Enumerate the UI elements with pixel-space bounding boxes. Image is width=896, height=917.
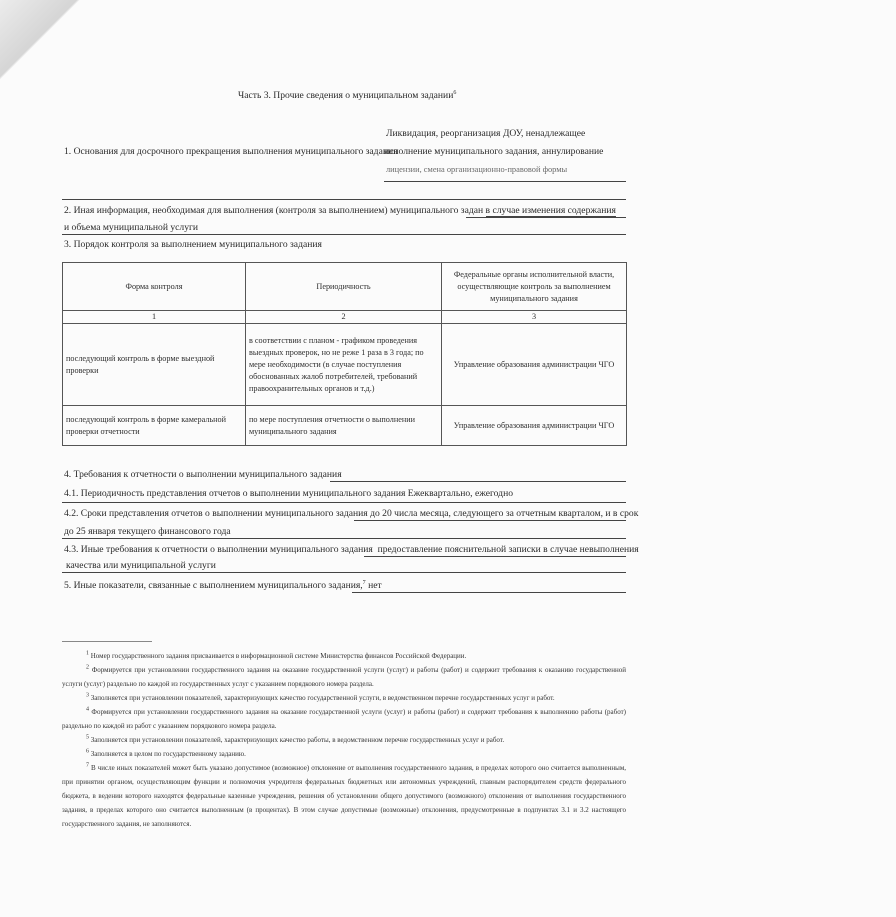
footnote-3: 3 Заполняется при установлении показателей, характеризующих качество государственной услуги, в ведомственном перечне государственных услуг и работ.: [86, 692, 555, 702]
table-row: [63, 406, 627, 446]
footnote-2: 2 Формируется при установлении государственного задания на оказание государственной услуги (услуг) и работы (работ) и содержит требования к оказанию государственной услуги (услуг) раздельно по каждой из государственных услуг с указанием порядкового номера раздела.: [62, 664, 627, 688]
item2-underline-2: [62, 234, 626, 235]
item43-underline-2: [62, 572, 626, 573]
header-org: Федеральные органы исполнительной власти, осуществляющие контроль за выполнением муниципального задания: [442, 263, 627, 311]
footnote-6: 6 Заполняется в целом по государственному заданию.: [86, 748, 246, 758]
item42-value-line2: до 25 января текущего финансового года: [64, 526, 231, 537]
item5-label: 5. Иные показатели, связанные с выполнением муниципального задания,$^7$ нет: [64, 579, 382, 591]
footnote-1: 1 Номер государственного задания присваивается в информационной системе Министерства финансов Российской Федерации.: [86, 650, 467, 660]
divider-1: [62, 199, 626, 200]
item42-underline-1: [354, 520, 626, 521]
row1-org: Управление образования администрации ЧГО: [442, 324, 627, 406]
item43-underline-1: [364, 556, 626, 557]
row2-period: по мере поступления отчетности о выполнении муниципального задания: [246, 406, 442, 446]
item1-underline: [384, 181, 626, 182]
item2-label: 2. Иная информация, необходимая для выполнения (контроля за выполнением) муниципального задан в случае изменения содержания: [64, 205, 616, 216]
item4-underline: [330, 481, 626, 482]
item43-label: 4.3. Иные требования к отчетности о выполнении муниципального задания предоставление пояснительной записки в случае невыполнения: [64, 544, 639, 555]
col-number-2: 2: [246, 311, 442, 324]
part-title: Часть 3. Прочие сведения о муниципальном задании$^6$: [238, 89, 457, 101]
footnote-4: 4 Формируется при установлении государственного задания на оказание государственной услуги (услуг) и работы (работ) и содержит требования к выполнению работы (работ) раздельно по каждой из работ с указанием порядкового номера раздела.: [62, 706, 627, 730]
footnotes: [62, 649, 626, 831]
footnote-5: 5 Заполняется при установлении показателей, характеризующих качество работы, в ведомственном перечне государственных услуг и работ.: [86, 734, 505, 744]
item2-underline-1: [466, 217, 626, 218]
item4-label: 4. Требования к отчетности о выполнении муниципального задания: [64, 469, 342, 480]
table-row: [63, 324, 627, 406]
footnote-separator: [62, 641, 152, 642]
table-number-row: [63, 311, 627, 324]
col-number-1: 1: [63, 311, 246, 324]
table-header-row: [63, 263, 627, 311]
item42-underline-2: [62, 538, 626, 539]
item42-label: 4.2. Сроки представления отчетов о выполнении муниципального задания до 20 числа месяца, следующего за отчетным кварталом, и в срок: [64, 508, 639, 519]
item1-value-line2-text: исполнение муниципального задания, аннулирование: [384, 146, 604, 157]
footnote-7: 7 В числе иных показателей может быть указано допустимое (возможное) отклонение от выполнения государственного задания, в пределах которого оно считается выполненным, при принятии органом, осуществляющим функции и полномочия учредителя федеральных бюджетных или автономных учреждений, главным распорядителем средств федерального бюджета, в ведении которого находятся федеральные казенные учреждения, решения об установлении общего допустимого (возможного) отклонения от выполнения государственного задания, в пределах которого оно считается выполненным (в процентах). В этом случае допустимые (возможные) отклонения, предусмотренные в подпунктах 3.1 и 3.2 настоящего государственного задания, не заполняются.: [62, 762, 627, 828]
item1-value-line3: лицензии, смена организационно-правовой формы: [386, 165, 568, 174]
col-number-3: 3: [442, 311, 627, 324]
item1-value-line1: Ликвидация, реорганизация ДОУ, ненадлежащее: [386, 128, 586, 139]
header-form: Форма контроля: [63, 263, 246, 311]
item43-value-line2: качества или муниципальной услуги: [66, 560, 216, 571]
item2-value-line2: и объема муниципальной услуги: [64, 222, 199, 233]
row1-form: последующий контроль в форме выездной проверки: [63, 324, 246, 406]
item1-label: 1. Основания для досрочного прекращения выполнения муниципального задания: [64, 146, 398, 157]
folded-corner: [0, 0, 80, 80]
row2-org: Управление образования администрации ЧГО: [442, 406, 627, 446]
item5-underline: [352, 592, 626, 593]
row2-form: последующий контроль в форме камеральной проверки отчетности: [63, 406, 246, 446]
item3-label: 3. Порядок контроля за выполнением муниципального задания: [64, 239, 322, 250]
item41-label: 4.1. Периодичность представления отчетов о выполнении муниципального задания Ежеквартально, ежегодно: [64, 488, 513, 499]
row1-period: в соответствии с планом - графиком проведения выездных проверок, но не реже 1 раза в 3 года; по мере необходимости (в случае поступления обоснованных жалоб потребителей, требований правоохранительных органов и т.д.): [246, 324, 442, 406]
item41-underline: [62, 502, 626, 503]
header-period: Периодичность: [246, 263, 442, 311]
control-table: [62, 262, 627, 446]
